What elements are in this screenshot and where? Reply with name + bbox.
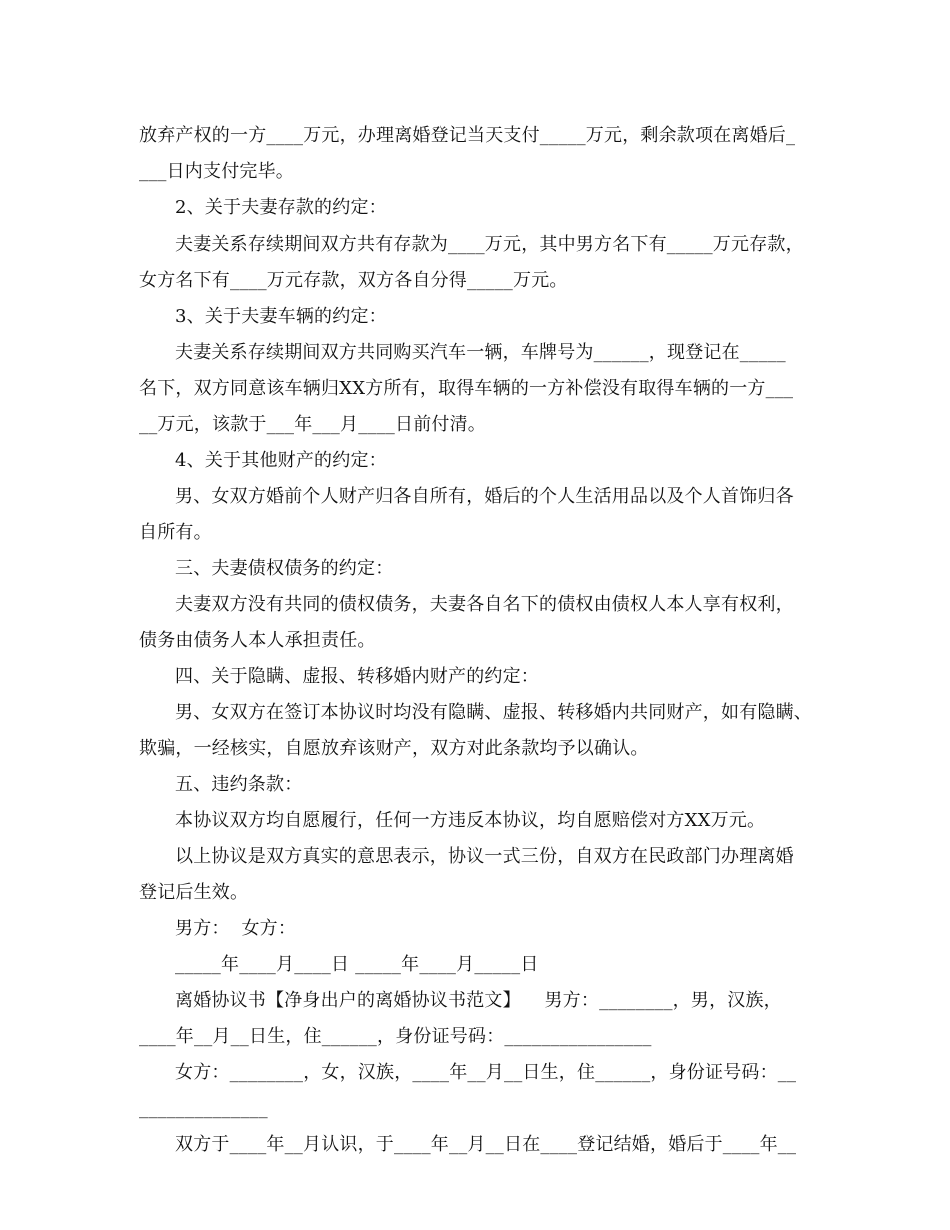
text-line: 登记后生效。 (139, 882, 249, 903)
text-line: __万元，该款于___年___月____日前付清。 (139, 414, 486, 435)
text-line: 放弃产权的一方____万元，办理离婚登记当天支付_____万元，剩余款项在离婚后_ (139, 125, 796, 146)
text-line: 离婚协议书【净身出户的离婚协议书范文】 男方：________，男，汉族， (175, 990, 782, 1011)
text-line: 自所有。 (139, 522, 212, 543)
text-line: 双方于____年__月认识，于____年__月__日在____登记结婚，婚后于____年__ (175, 1134, 797, 1155)
date-line: _____年____月____日 _____年____月_____日 (175, 954, 539, 975)
text-line: 夫妻关系存续期间双方共有存款为____万元，其中男方名下有_____万元存款， (175, 234, 804, 255)
section-heading: 3、关于夫妻车辆的约定： (175, 306, 387, 327)
text-line: 名下，双方同意该车辆归XX方所有，取得车辆的一方补偿没有取得车辆的一方___ (139, 378, 794, 399)
text-line: ___日内支付完毕。 (139, 161, 294, 182)
text-line: ____年__月__日生，住______，身份证号码：________________ (139, 1026, 652, 1047)
section-heading: 五、违约条款： (175, 774, 303, 795)
text-line: 债务由债务人本人承担责任。 (139, 630, 376, 651)
text-line: 女方：________，女，汉族，____年__月__日生，住______，身份证号码：__ (175, 1062, 797, 1083)
text-line: 男、女双方婚前个人财产归各自所有，婚后的个人生活用品以及个人首饰归各 (175, 486, 794, 507)
signature-line: 男方： 女方： (175, 918, 297, 939)
text-line: 欺骗，一经核实，自愿放弃该财产，双方对此条款均予以确认。 (139, 738, 649, 759)
text-line: ______________ (139, 1098, 268, 1119)
section-heading: 三、夫妻债权债务的约定： (175, 558, 394, 579)
section-heading: 4、关于其他财产的约定： (175, 450, 387, 471)
section-heading: 四、关于隐瞒、虚报、转移婚内财产的约定： (175, 666, 539, 687)
text-line: 男、女双方在签订本协议时均没有隐瞒、虚报、转移婚内共同财产，如有隐瞒、 (175, 702, 812, 723)
text-line: 以上协议是双方真实的意思表示，协议一式三份，自双方在民政部门办理离婚 (175, 846, 794, 867)
text-line: 女方名下有____万元存款，双方各自分得_____万元。 (139, 270, 568, 291)
text-line: 夫妻关系存续期间双方共同购买汽车一辆，车牌号为______，现登记在_____ (175, 342, 786, 363)
text-line: 夫妻双方没有共同的债权债务，夫妻各自名下的债权由债权人本人享有权利， (175, 594, 794, 615)
text-line: 本协议双方均自愿履行，任何一方违反本协议，均自愿赔偿对方XX万元。 (175, 810, 766, 831)
section-heading: 2、关于夫妻存款的约定： (175, 197, 387, 218)
